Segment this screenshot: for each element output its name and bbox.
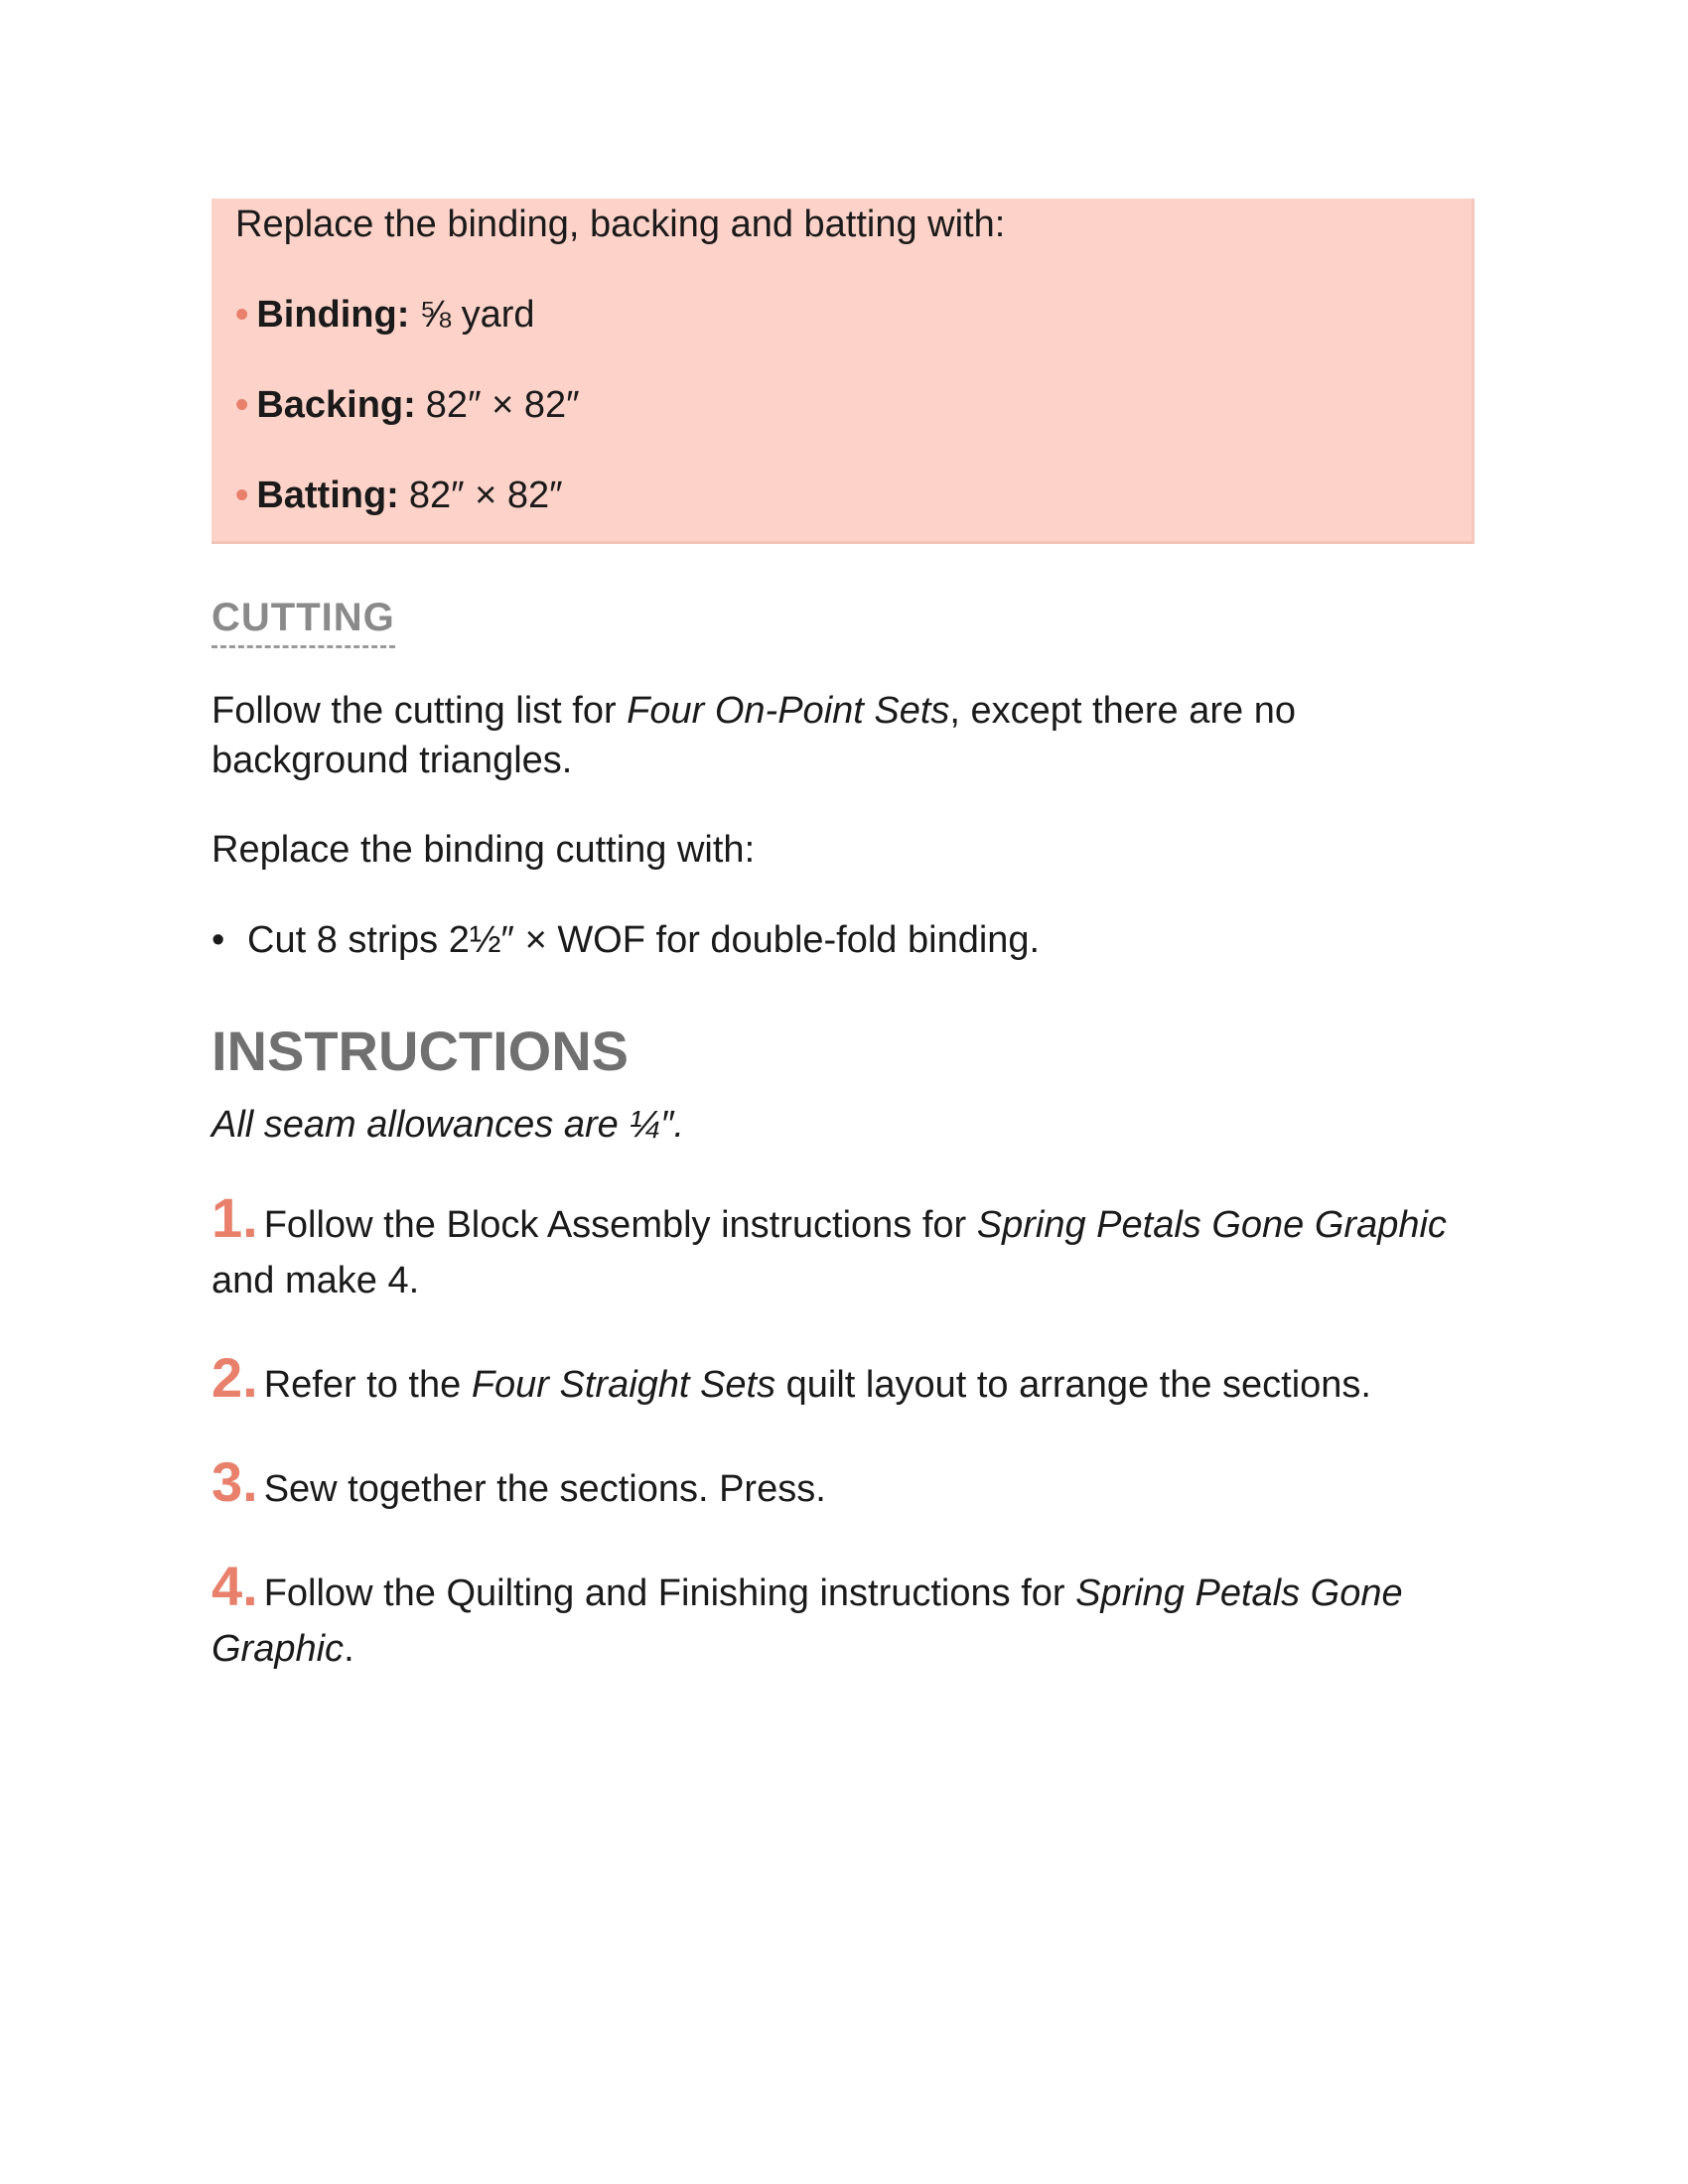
callout-item-value: ⅝ yard — [419, 294, 535, 336]
cutting-paragraph — [211, 686, 1475, 785]
bullet-icon: • — [235, 384, 249, 426]
cutting-list-item — [211, 916, 1475, 964]
step-pattern-name: Four Straight Sets — [471, 1364, 776, 1406]
cutting-list-item-text: Cut 8 strips 2½″ × WOF for double-fold binding. — [247, 919, 1041, 961]
callout-intro: Replace the binding, backing and batting with: — [235, 204, 1006, 245]
step-number: 2. — [211, 1346, 258, 1409]
callout-item-backing — [235, 381, 1448, 429]
callout-item-binding — [235, 291, 1448, 339]
callout-item-label: Backing: — [256, 384, 416, 426]
callout-item-value: 82″ × 82″ — [408, 475, 563, 516]
bullet-icon: • — [235, 475, 249, 516]
step-text: Sew together the sections. Press. — [263, 1468, 826, 1510]
instruction-step-1 — [211, 1186, 1475, 1308]
cutting-heading: CUTTING — [211, 594, 395, 648]
callout-item-batting — [235, 472, 1448, 519]
callout-item-label: Batting: — [256, 475, 399, 516]
step-pattern-name: Spring Petals Gone Graphic — [976, 1204, 1447, 1246]
instruction-step-4 — [211, 1555, 1475, 1677]
instructions-heading: INSTRUCTIONS — [211, 1020, 629, 1082]
callout-item-value: 82″ × 82″ — [425, 384, 580, 426]
instruction-step-3 — [211, 1450, 1475, 1517]
cutting-paragraph-pattern-name: Four On-Point Sets — [627, 690, 950, 732]
cutting-paragraph-text-end: , except there are no background triangles. — [211, 690, 1296, 781]
step-text: Refer to the — [263, 1364, 472, 1406]
step-text-end: . — [344, 1628, 354, 1670]
cutting-paragraph-text: Follow the cutting list for — [211, 690, 628, 732]
instruction-step-2 — [211, 1346, 1475, 1413]
step-text: Follow the Quilting and Finishing instructions for — [263, 1572, 1076, 1614]
step-pattern-name: Spring Petals Gone Graphic — [211, 1572, 1403, 1670]
seam-allowance-note: All seam allowances are ¼″. — [211, 1104, 685, 1146]
step-text-end: and make 4. — [211, 1260, 420, 1301]
step-number: 3. — [211, 1450, 258, 1513]
binding-replace-paragraph: Replace the binding cutting with: — [211, 829, 756, 871]
replacement-callout — [211, 199, 1475, 544]
bullet-icon: • — [211, 919, 225, 961]
step-text-end: quilt layout to arrange the sections. — [775, 1364, 1371, 1406]
step-number: 4. — [211, 1555, 258, 1617]
bullet-icon: • — [235, 294, 249, 336]
step-text: Follow the Block Assembly instructions for — [263, 1204, 977, 1246]
step-number: 1. — [211, 1186, 258, 1249]
callout-item-label: Binding: — [256, 294, 410, 336]
document-page — [211, 199, 1475, 1677]
